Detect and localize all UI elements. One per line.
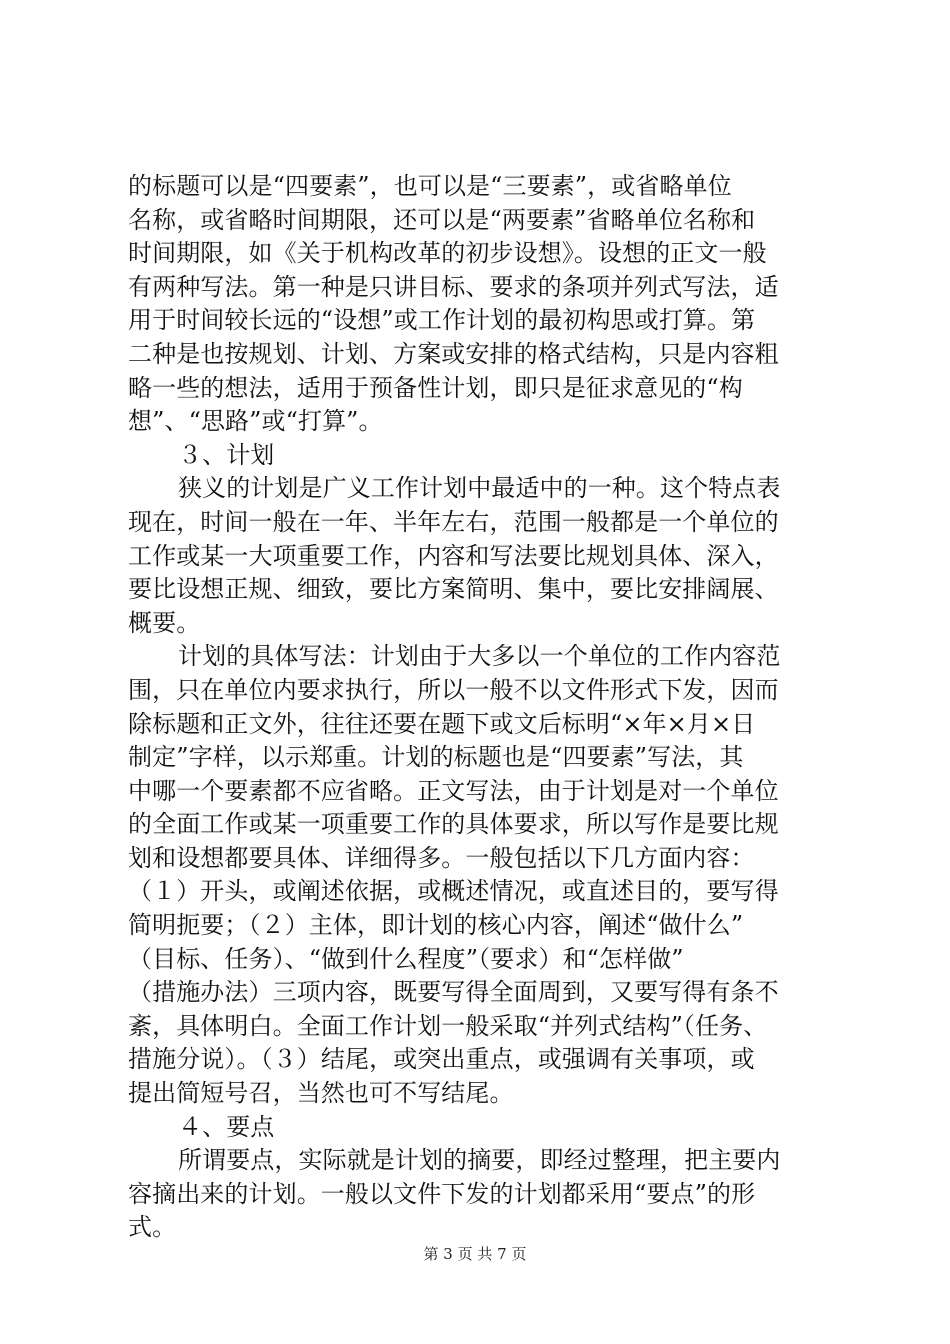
text-line: 狭义的计划是广义工作计划中最适中的一种。这个特点表 [178, 474, 781, 503]
text-line: 现在，时间一般在一年、半年左右，范围一般都是一个单位的 [128, 507, 779, 536]
text-line: 简明扼要；（２）主体，即计划的核心内容，阐述“做什么” [128, 911, 744, 940]
text-line: 紊，具体明白。全面工作计划一般采取“并列式结构”（任务、 [128, 1011, 768, 1040]
section-heading: ３、计划 [178, 440, 275, 469]
text-line: 的全面工作或某一项重要工作的具体要求，所以写作是要比规 [128, 810, 779, 839]
text-line: 式。 [128, 1213, 177, 1242]
text-line: 工作或某一大项重要工作，内容和写法要比规划具体、深入， [128, 541, 779, 570]
text-line: 有两种写法。第一种是只讲目标、要求的条项并列式写法，适 [128, 272, 779, 301]
section-heading: ４、要点 [178, 1112, 275, 1141]
text-line: （１）开头，或阐述依据，或概述情况，或直述目的，要写得 [128, 877, 779, 906]
text-line: 措施分说）。（３）结尾，或突出重点，或强调有关事项，或 [128, 1045, 755, 1074]
text-line: 的标题可以是“四要素”，也可以是“三要素”，或省略单位 [128, 172, 732, 200]
text-line: （措施办法）三项内容，既要写得全面周到，又要写得有条不 [128, 978, 779, 1007]
text-line: 要比设想正规、细致，要比方案简明、集中，要比安排阔展、 [128, 575, 779, 604]
page-number-label: 第 3 页 共 7 页 [423, 1245, 527, 1263]
text-line: 二种是也按规划、计划、方案或安排的格式结构，只是内容粗 [128, 339, 779, 368]
text-line: 时间期限，如《关于机构改革的初步设想》。设想的正文一般 [128, 239, 767, 268]
document-body [128, 170, 838, 1245]
text-line: 围，只在单位内要求执行，所以一般不以文件形式下发，因而 [128, 675, 779, 704]
text-line: 概要。 [128, 608, 201, 637]
text-line: 中哪一个要素都不应省略。正文写法，由于计划是对一个单位 [128, 776, 779, 805]
text-line: 略一些的想法，适用于预备性计划，即只是征求意见的“构 [128, 373, 743, 402]
text-line: （目标、任务）、“做到什么程度”（要求）和“怎样做” [128, 944, 684, 973]
text-line: 所谓要点，实际就是计划的摘要，即经过整理，把主要内 [178, 1146, 781, 1175]
text-line: 名称，或省略时间期限，还可以是“两要素”省略单位名称和 [128, 205, 756, 234]
text-line: 除标题和正文外，往往还要在题下或文后标明“×年×月×日 [128, 709, 756, 738]
page-footer [0, 1244, 950, 1264]
text-line: 计划的具体写法：计划由于大多以一个单位的工作内容范 [178, 642, 781, 671]
text-line: 用于时间较长远的“设想”或工作计划的最初构思或打算。第 [128, 306, 756, 335]
text-line: 划和设想都要具体、详细得多。一般包括以下几方面内容： [128, 843, 755, 872]
text-line: 想”、“思路”或“打算”。 [128, 407, 383, 436]
text-line: 容摘出来的计划。一般以文件下发的计划都采用“要点”的形 [128, 1179, 756, 1208]
text-line: 制定”字样，以示郑重。计划的标题也是“四要素”写法，其 [128, 743, 744, 772]
text-line: 提出简短号召，当然也可不写结尾。 [128, 1079, 514, 1108]
